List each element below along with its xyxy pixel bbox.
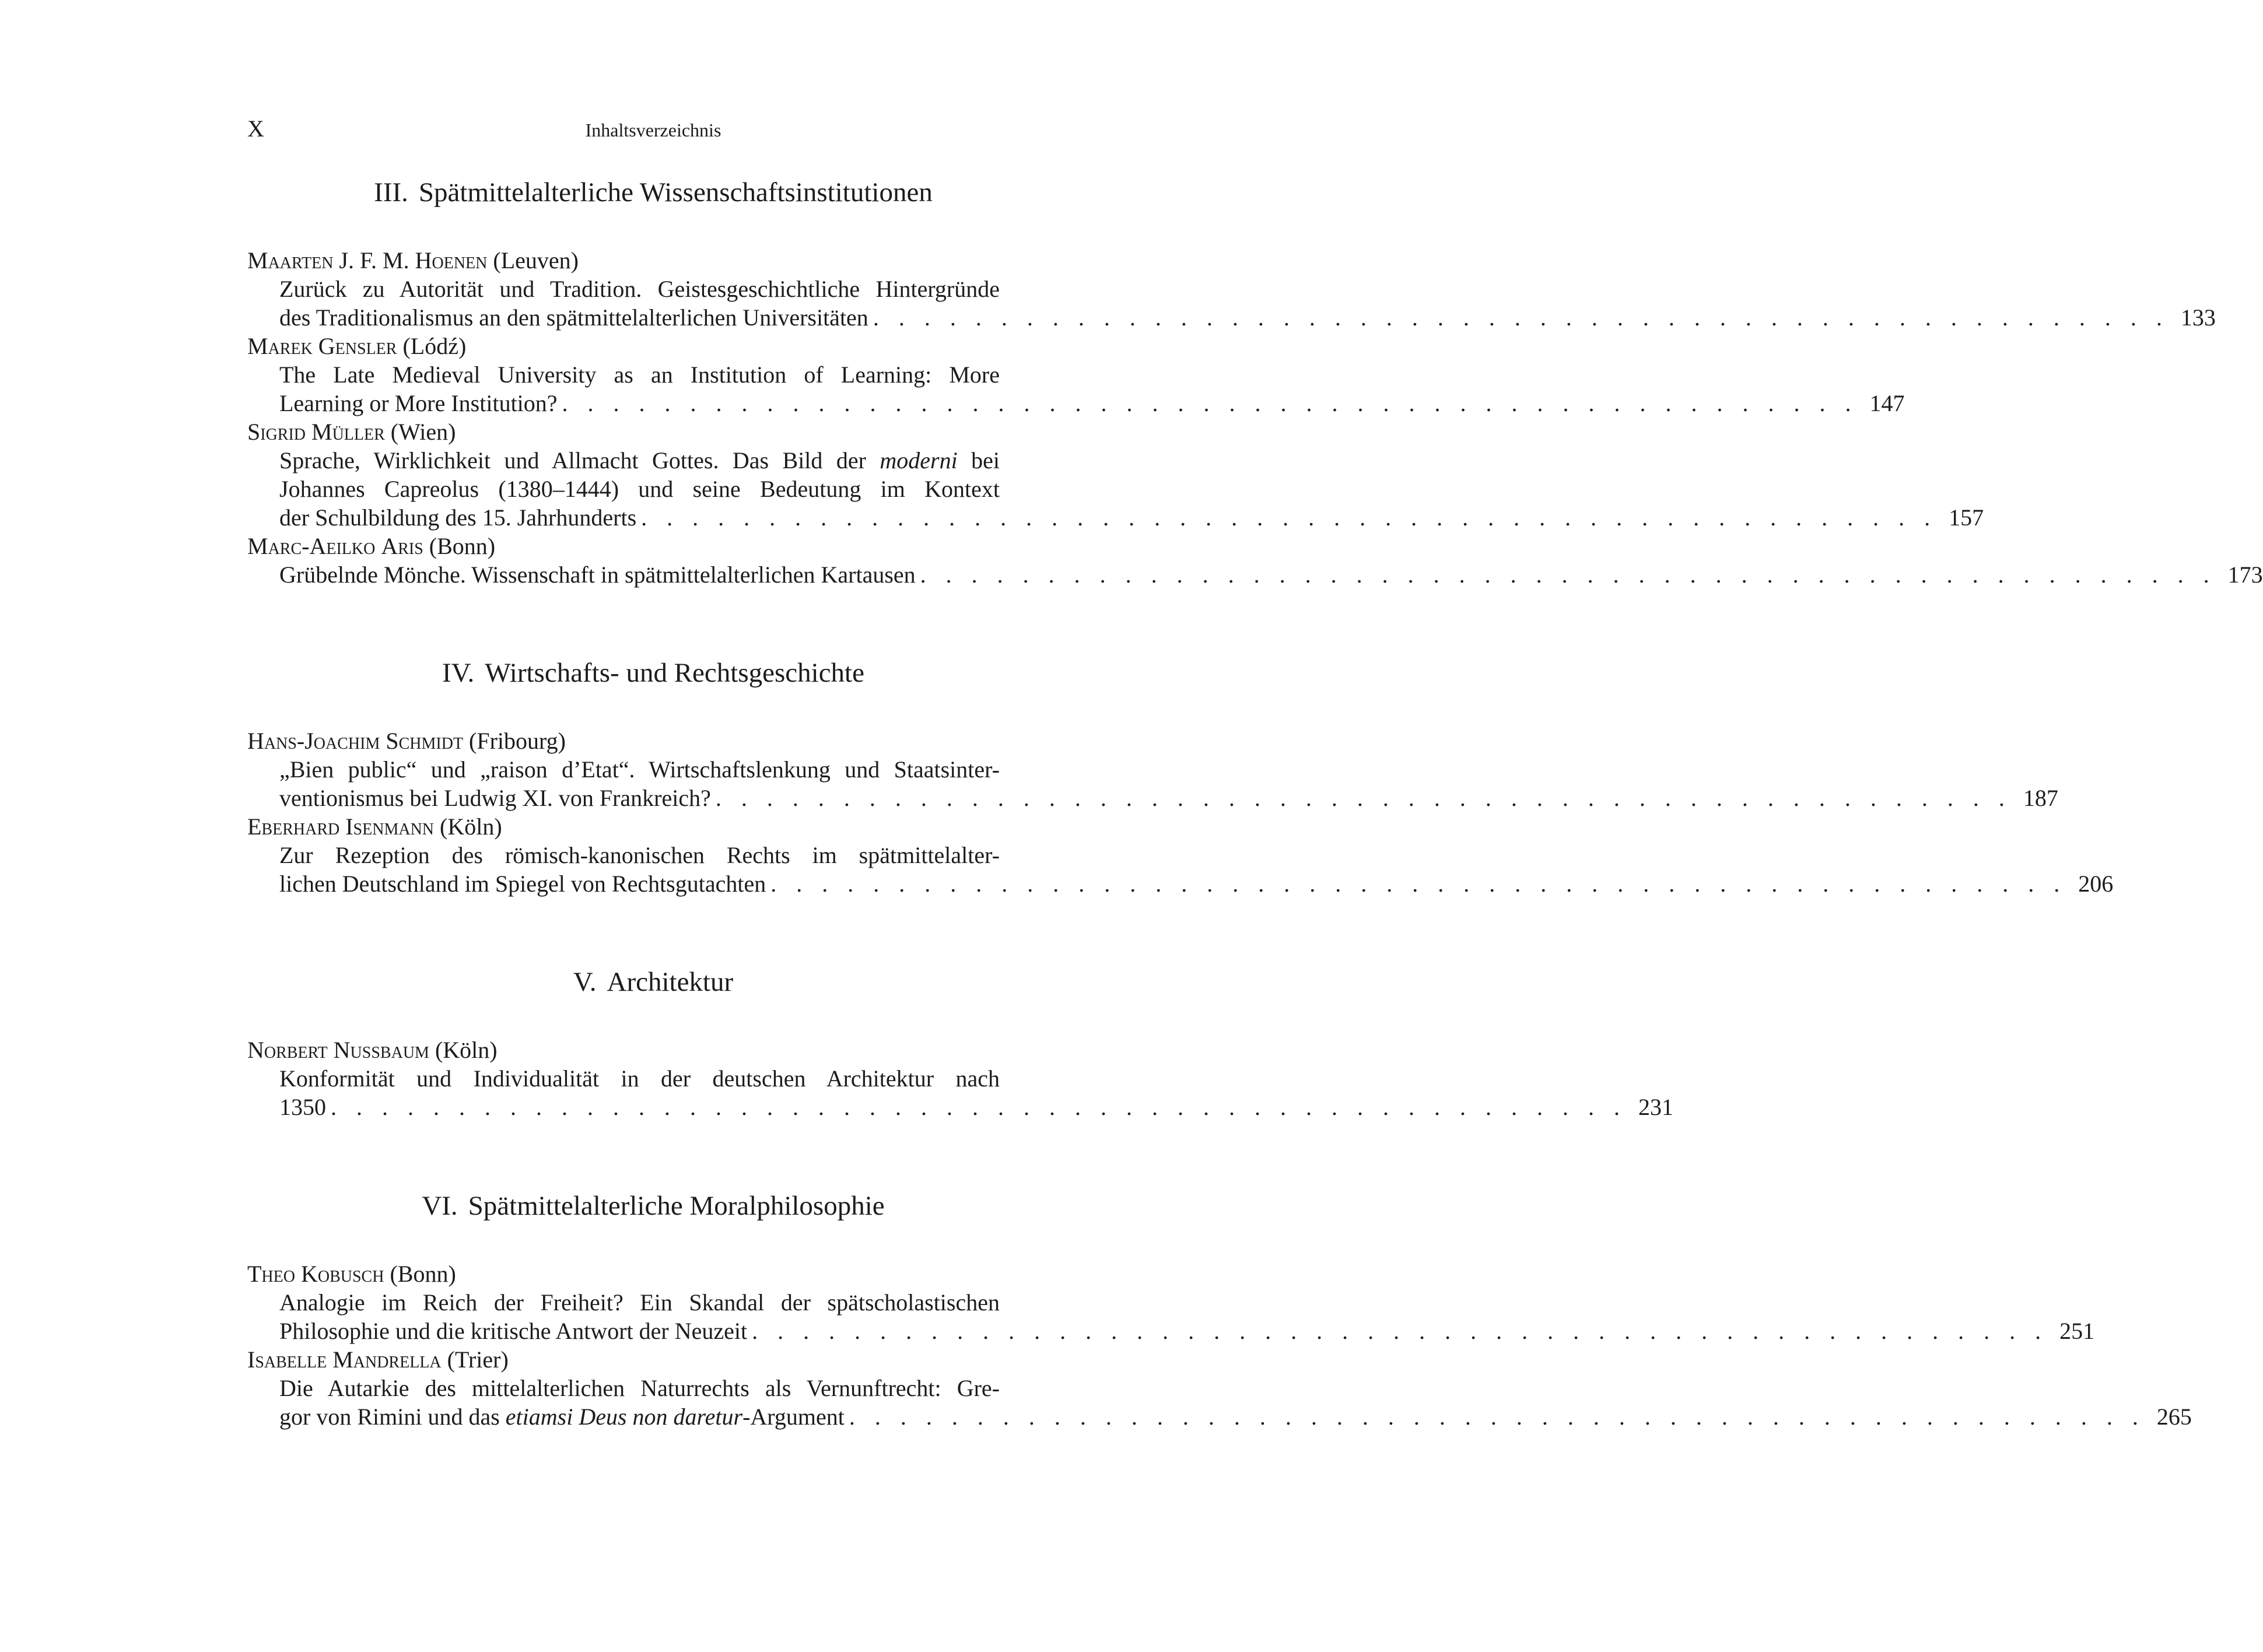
author-place: (Lódź) bbox=[402, 333, 467, 359]
entry-page-number: 173 bbox=[2227, 562, 2263, 588]
section-title-text: Spätmittelalterliche Moralphilosophie bbox=[468, 1191, 885, 1221]
entry-title bbox=[279, 1288, 2095, 1345]
toc-entry-mandrella[interactable] bbox=[247, 1345, 2192, 1431]
author-last-name: Hoenen bbox=[415, 247, 488, 273]
entry-page-number: 206 bbox=[2078, 871, 2114, 897]
author-place: (Köln) bbox=[435, 1037, 498, 1063]
author-first-name: Marek bbox=[247, 333, 313, 359]
entry-author bbox=[247, 532, 1059, 560]
toc-entries bbox=[247, 727, 2114, 898]
title-line-text: der Schulbildung des 15. Jahrhunderts bbox=[279, 504, 637, 531]
title-line: Johannes Capreolus (1380–1444) und seine Bedeutung im Kontext bbox=[279, 476, 1000, 502]
author-place: (Bonn) bbox=[429, 533, 496, 559]
entry-title bbox=[279, 1374, 2192, 1431]
title-line-text: 1350 bbox=[279, 1094, 326, 1120]
title-line-text: ventionismus bei Ludwig XI. von Frankreich? bbox=[279, 785, 711, 811]
entry-author bbox=[247, 332, 1059, 360]
author-first-name: Eberhard bbox=[247, 813, 340, 840]
title-line-last bbox=[279, 303, 2216, 332]
title-line-text: Grübelnde Mönche. Wissenschaft in spätmittelalterlichen Kartausen bbox=[279, 562, 916, 588]
title-line-text: Learning or More Institution? bbox=[279, 390, 558, 416]
dot-leader: . . . . . . . . . . . . . . . . . . . . . . . . . . . . . . . . . . . . . . . . . . . . . . . . . . . bbox=[562, 390, 1858, 416]
title-line-last bbox=[279, 869, 2114, 898]
section-iv bbox=[247, 655, 2114, 898]
toc-entry-hoenen[interactable] bbox=[247, 246, 2216, 332]
entry-author bbox=[247, 246, 1059, 275]
author-first-name: Maarten J. F. M. bbox=[247, 247, 409, 273]
entry-title bbox=[279, 755, 2058, 812]
section-title bbox=[247, 655, 1059, 690]
italic-term: moderni bbox=[880, 447, 958, 473]
title-line-last bbox=[279, 389, 1905, 418]
entry-title bbox=[279, 560, 2263, 589]
author-first-name: Norbert bbox=[247, 1037, 328, 1063]
title-line: Zur Rezeption des römisch-kanonischen Rechts im spätmittelalter- bbox=[279, 842, 1000, 868]
title-line-last bbox=[279, 1317, 2095, 1345]
entry-author bbox=[247, 1345, 1059, 1374]
entry-title bbox=[279, 1064, 1673, 1121]
entry-page-number: 265 bbox=[2156, 1404, 2192, 1430]
title-line: Die Autarkie des mittelalterlichen Naturrechts als Vernunftrecht: Gre- bbox=[279, 1375, 1000, 1401]
author-place: (Trier) bbox=[447, 1346, 509, 1373]
title-line-text: bei bbox=[971, 447, 1000, 473]
entry-author bbox=[247, 1260, 1059, 1288]
title-line-text: lichen Deutschland im Spiegel von Rechtsgutachten bbox=[279, 871, 766, 897]
section-numeral: VI. bbox=[422, 1191, 458, 1221]
author-place: (Bonn) bbox=[390, 1261, 456, 1287]
title-line: Analogie im Reich der Freiheit? Ein Skandal der spätscholastischen bbox=[279, 1289, 1000, 1316]
entry-author bbox=[247, 727, 1059, 755]
entry-page-number: 251 bbox=[2059, 1318, 2095, 1344]
title-line-text: gor von Rimini und das bbox=[279, 1404, 500, 1430]
author-last-name: Aris bbox=[381, 533, 423, 559]
author-first-name: Sigrid bbox=[247, 419, 306, 445]
dot-leader: . . . . . . . . . . . . . . . . . . . . . . . . . . . . . . . . . . . . . . . . . . . . . . . . . . . bbox=[331, 1094, 1627, 1120]
entry-page-number: 187 bbox=[2023, 785, 2058, 811]
author-place: (Leuven) bbox=[493, 247, 579, 273]
running-head bbox=[247, 114, 1059, 143]
author-last-name: Kobusch bbox=[300, 1261, 384, 1287]
author-place: (Köln) bbox=[440, 813, 502, 840]
section-title bbox=[247, 964, 1059, 999]
section-title bbox=[247, 1188, 1059, 1223]
title-line: Zurück zu Autorität und Tradition. Geistesgeschichtliche Hintergründe bbox=[279, 276, 1000, 302]
author-first-name: Theo bbox=[247, 1261, 295, 1287]
entry-author bbox=[247, 1036, 1059, 1064]
entry-page-number: 157 bbox=[1949, 504, 1984, 531]
toc-entry-nussbaum[interactable] bbox=[247, 1036, 1673, 1121]
title-line-last bbox=[279, 1402, 2192, 1431]
author-last-name: Nußbaum bbox=[333, 1037, 429, 1063]
section-title-text: Spätmittelalterliche Wissenschaftsinstitutionen bbox=[418, 177, 933, 208]
italic-term: etiamsi Deus non daretur bbox=[505, 1404, 743, 1430]
title-line-last bbox=[279, 560, 2263, 589]
title-line: The Late Medieval University as an Institution of Learning: More bbox=[279, 362, 1000, 388]
author-first-name: Marc-Aeilko bbox=[247, 533, 376, 559]
title-line-last bbox=[279, 1093, 1673, 1121]
author-last-name: Gensler bbox=[318, 333, 397, 359]
toc-entries bbox=[247, 246, 2263, 589]
entry-page-number: 133 bbox=[2180, 304, 2216, 331]
running-title: Inhaltsverzeichnis bbox=[585, 120, 721, 141]
section-numeral: V. bbox=[573, 967, 597, 997]
author-last-name: Mandrella bbox=[332, 1346, 442, 1373]
toc-entry-gensler[interactable] bbox=[247, 332, 1905, 418]
title-line-text bbox=[279, 1402, 845, 1431]
dot-leader: . . . . . . . . . . . . . . . . . . . . . . . . . . . . . . . . . . . . . . . . . . . . . . . . . . . bbox=[641, 504, 1938, 531]
title-line bbox=[279, 446, 1000, 475]
section-iii bbox=[247, 175, 2263, 589]
entry-author bbox=[247, 418, 1059, 446]
dot-leader: . . . . . . . . . . . . . . . . . . . . . . . . . . . . . . . . . . . . . . . . . . . . . . . . . . . bbox=[715, 785, 2012, 811]
title-line-last bbox=[279, 784, 2058, 812]
toc-entry-aris[interactable] bbox=[247, 532, 2263, 589]
author-last-name: Müller bbox=[311, 419, 385, 445]
author-last-name: Schmidt bbox=[386, 728, 464, 754]
section-title-text: Architektur bbox=[607, 967, 734, 997]
section-title bbox=[247, 175, 1059, 210]
dot-leader: . . . . . . . . . . . . . . . . . . . . . . . . . . . . . . . . . . . . . . . . . . . . . . . . . . . bbox=[770, 871, 2067, 897]
entry-title bbox=[279, 841, 2114, 898]
page-number: X bbox=[247, 115, 264, 142]
dot-leader: . . . . . . . . . . . . . . . . . . . . . . . . . . . . . . . . . . . . . . . . . . . . . . . . . . . bbox=[752, 1318, 2048, 1344]
entry-page-number: 231 bbox=[1638, 1094, 1673, 1120]
toc-entries bbox=[247, 1260, 2192, 1431]
entry-title bbox=[279, 275, 2216, 332]
author-place: (Wien) bbox=[390, 419, 456, 445]
entry-title bbox=[279, 446, 1984, 532]
entry-author bbox=[247, 812, 1059, 841]
entry-page-number: 147 bbox=[1869, 390, 1905, 416]
toc-entries bbox=[247, 1036, 1673, 1121]
title-line-text: des Traditionalismus an den spätmittelalterlichen Universitäten bbox=[279, 304, 868, 331]
title-line-text: -Argument bbox=[742, 1404, 845, 1430]
section-vi bbox=[247, 1188, 2192, 1431]
title-line: „Bien public“ und „raison d’Etat“. Wirtschaftslenkung und Staatsinter- bbox=[279, 756, 1000, 783]
section-numeral: III. bbox=[374, 177, 408, 208]
author-first-name: Hans-Joachim bbox=[247, 728, 380, 754]
title-line: Konformität und Individualität in der deutschen Architektur nach bbox=[279, 1065, 1000, 1092]
title-line-text: Sprache, Wirklichkeit und Allmacht Gottes. Das Bild der bbox=[279, 447, 866, 473]
author-last-name: Isenmann bbox=[345, 813, 435, 840]
section-numeral: IV. bbox=[442, 658, 475, 688]
dot-leader: . . . . . . . . . . . . . . . . . . . . . . . . . . . . . . . . . . . . . . . . . . . . . . . . . . . bbox=[920, 562, 2216, 588]
dot-leader: . . . . . . . . . . . . . . . . . . . . . . . . . . . . . . . . . . . . . . . . . . . . . . . . . . . bbox=[873, 304, 2169, 331]
toc-entry-mueller[interactable] bbox=[247, 418, 1984, 532]
title-line-text: Philosophie und die kritische Antwort der Neuzeit bbox=[279, 1318, 748, 1344]
toc-entry-kobusch[interactable] bbox=[247, 1260, 2095, 1345]
entry-title bbox=[279, 360, 1905, 418]
author-place: (Fribourg) bbox=[469, 728, 566, 754]
toc-entry-schmidt[interactable] bbox=[247, 727, 2058, 812]
section-v bbox=[247, 964, 1673, 1121]
title-line-last bbox=[279, 503, 1984, 532]
author-first-name: Isabelle bbox=[247, 1346, 327, 1373]
dot-leader: . . . . . . . . . . . . . . . . . . . . . . . . . . . . . . . . . . . . . . . . . . . . . . . . . . . bbox=[849, 1404, 2145, 1430]
toc-entry-isenmann[interactable] bbox=[247, 812, 2114, 898]
section-title-text: Wirtschafts- und Rechtsgeschichte bbox=[485, 658, 864, 688]
